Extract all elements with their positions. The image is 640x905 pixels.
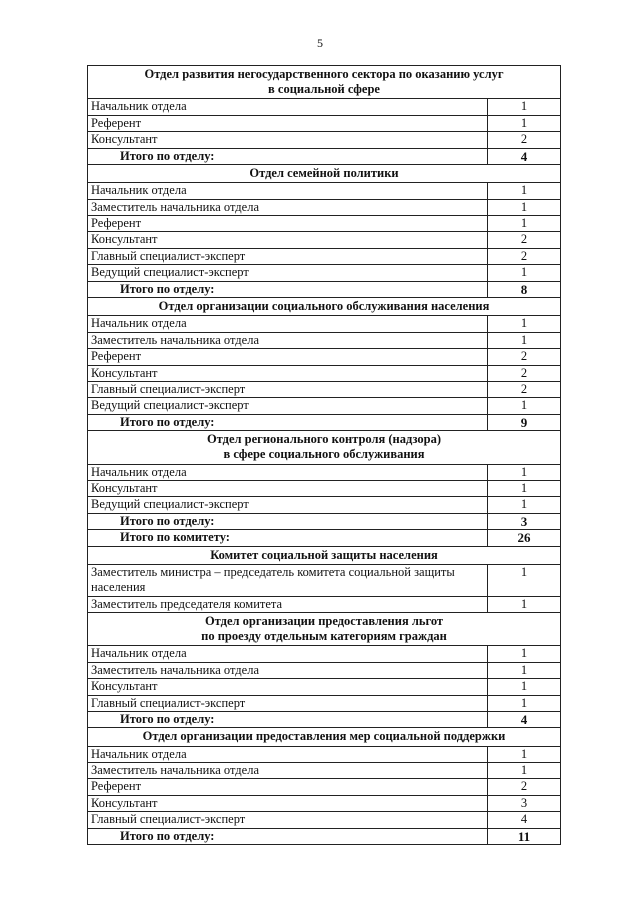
position-name: Заместитель начальника отдела (88, 199, 488, 215)
position-name: Заместитель председателя комитета (88, 596, 488, 612)
position-name: Референт (88, 779, 488, 795)
total-row (88, 281, 561, 297)
position-row (88, 812, 561, 828)
total-row (88, 712, 561, 728)
position-row (88, 232, 561, 248)
position-name: Заместитель начальника отдела (88, 662, 488, 678)
section-title: Отдел развития негосударственного сектора по оказанию услуг в социальной сфере (88, 66, 561, 99)
position-name: Консультант (88, 365, 488, 381)
total-row (88, 828, 561, 844)
section-title: Отдел организации предоставления льгот по проезду отдельным категориям граждан (88, 612, 561, 645)
section-title: Комитет социальной защиты населения (88, 546, 561, 564)
total-count: 4 (488, 712, 561, 728)
total-label: Итого по отделу: (88, 712, 488, 728)
position-name: Главный специалист-эксперт (88, 381, 488, 397)
total-count: 26 (488, 530, 561, 546)
position-name: Ведущий специалист-эксперт (88, 398, 488, 414)
position-name: Заместитель министра – председатель комитета социальной защиты населения (88, 564, 488, 596)
position-name: Начальник отдела (88, 464, 488, 480)
total-row (88, 148, 561, 164)
position-name: Референт (88, 349, 488, 365)
position-count: 2 (488, 232, 561, 248)
position-count: 1 (488, 316, 561, 332)
section-header-row (88, 728, 561, 746)
total-row (88, 414, 561, 430)
position-name: Консультант (88, 132, 488, 148)
section-header-row (88, 431, 561, 464)
position-row (88, 596, 561, 612)
position-name: Ведущий специалист-эксперт (88, 497, 488, 513)
position-row (88, 679, 561, 695)
position-count: 1 (488, 464, 561, 480)
position-row (88, 316, 561, 332)
position-name: Начальник отдела (88, 646, 488, 662)
position-count: 3 (488, 795, 561, 811)
position-row (88, 480, 561, 496)
position-count: 1 (488, 763, 561, 779)
position-row (88, 795, 561, 811)
total-row (88, 530, 561, 546)
position-count: 1 (488, 497, 561, 513)
position-row (88, 115, 561, 131)
position-count: 1 (488, 265, 561, 281)
total-label: Итого по отделу: (88, 828, 488, 844)
position-name: Начальник отдела (88, 99, 488, 115)
position-row (88, 183, 561, 199)
position-name: Референт (88, 216, 488, 232)
position-name: Ведущий специалист-эксперт (88, 265, 488, 281)
position-name: Начальник отдела (88, 746, 488, 762)
position-count: 1 (488, 695, 561, 711)
position-count: 1 (488, 199, 561, 215)
page-number: 5 (317, 36, 323, 50)
position-row (88, 216, 561, 232)
position-row (88, 365, 561, 381)
position-count: 1 (488, 480, 561, 496)
position-row (88, 99, 561, 115)
position-count: 1 (488, 679, 561, 695)
position-name: Главный специалист-эксперт (88, 248, 488, 264)
total-count: 11 (488, 828, 561, 844)
total-count: 4 (488, 148, 561, 164)
position-row (88, 497, 561, 513)
position-count: 2 (488, 779, 561, 795)
staffing-table (87, 65, 561, 845)
position-count: 2 (488, 248, 561, 264)
position-row (88, 132, 561, 148)
total-count: 8 (488, 281, 561, 297)
position-row (88, 332, 561, 348)
total-label: Итого по отделу: (88, 513, 488, 529)
position-name: Главный специалист-эксперт (88, 812, 488, 828)
position-row (88, 779, 561, 795)
total-label: Итого по отделу: (88, 148, 488, 164)
position-row (88, 381, 561, 397)
position-count: 1 (488, 216, 561, 232)
position-row (88, 564, 561, 596)
position-name: Консультант (88, 795, 488, 811)
position-count: 1 (488, 564, 561, 596)
section-title: Отдел семейной политики (88, 165, 561, 183)
section-header-row (88, 546, 561, 564)
position-row (88, 349, 561, 365)
section-header-row (88, 165, 561, 183)
position-row (88, 248, 561, 264)
section-header-row (88, 66, 561, 99)
total-label: Итого по отделу: (88, 414, 488, 430)
position-name: Начальник отдела (88, 316, 488, 332)
position-row (88, 646, 561, 662)
position-name: Начальник отдела (88, 183, 488, 199)
position-count: 1 (488, 99, 561, 115)
position-row (88, 695, 561, 711)
position-count: 1 (488, 596, 561, 612)
position-row (88, 763, 561, 779)
section-header-row (88, 298, 561, 316)
section-header-row (88, 612, 561, 645)
position-count: 4 (488, 812, 561, 828)
position-count: 1 (488, 646, 561, 662)
total-label: Итого по отделу: (88, 281, 488, 297)
section-title: Отдел организации социального обслуживания населения (88, 298, 561, 316)
position-count: 1 (488, 115, 561, 131)
position-name: Главный специалист-эксперт (88, 695, 488, 711)
staffing-table-body (88, 66, 561, 845)
position-count: 1 (488, 746, 561, 762)
position-count: 1 (488, 332, 561, 348)
position-name: Консультант (88, 480, 488, 496)
position-row (88, 746, 561, 762)
position-count: 2 (488, 132, 561, 148)
total-row (88, 513, 561, 529)
section-title: Отдел организации предоставления мер социальной поддержки (88, 728, 561, 746)
position-row (88, 265, 561, 281)
position-row (88, 199, 561, 215)
position-count: 2 (488, 365, 561, 381)
total-count: 9 (488, 414, 561, 430)
position-name: Консультант (88, 232, 488, 248)
position-count: 1 (488, 398, 561, 414)
position-name: Референт (88, 115, 488, 131)
position-name: Заместитель начальника отдела (88, 763, 488, 779)
position-name: Заместитель начальника отдела (88, 332, 488, 348)
position-row (88, 398, 561, 414)
total-count: 3 (488, 513, 561, 529)
position-row (88, 464, 561, 480)
position-row (88, 662, 561, 678)
section-title: Отдел регионального контроля (надзора) в сфере социального обслуживания (88, 431, 561, 464)
position-count: 1 (488, 662, 561, 678)
position-name: Консультант (88, 679, 488, 695)
total-label: Итого по комитету: (88, 530, 488, 546)
position-count: 1 (488, 183, 561, 199)
position-count: 2 (488, 349, 561, 365)
position-count: 2 (488, 381, 561, 397)
